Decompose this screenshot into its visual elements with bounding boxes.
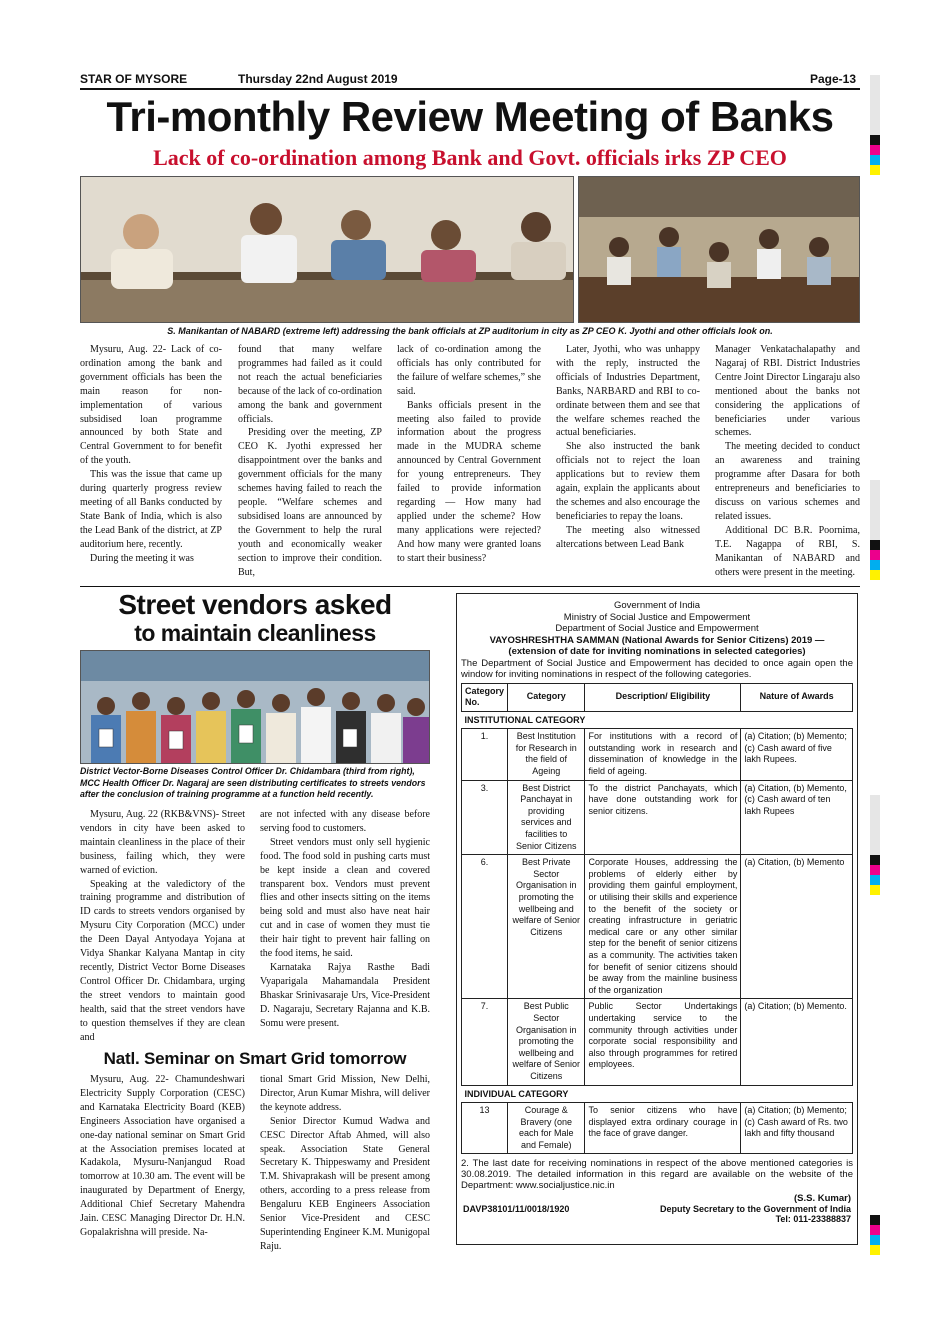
meeting-illustration bbox=[81, 177, 574, 323]
ad-davp-code: DAVP38101/11/0018/1920 bbox=[463, 1204, 570, 1215]
ad-cell-no: 1. bbox=[462, 729, 508, 780]
story1-column-5: Manager Venkatachalapathy and Nagaraj of RBI. District Industries Centre Joint Director Lingaraju also mentioned about the banks not considering the applications of beneficiaries under various schemes. The meeting decided to conduct an awareness and training programme after Dasara for both entrepreneurs and beneficiaries to discuss on various schemes and related issues. Additional DC B.R. Poornima, T.E. Nagappa of RBI, S. Manikantan of NABARD and others were present in the meeting. bbox=[715, 344, 860, 578]
story2-headline-line2: to maintain cleanliness bbox=[134, 620, 376, 646]
ad-signer: (S.S. Kumar) bbox=[793, 1193, 851, 1205]
ad-institutional-label: INSTITUTIONAL CATEGORY bbox=[464, 714, 586, 725]
meeting-photo-left bbox=[80, 176, 574, 323]
ad-cell-category: Best Public Sector Organisation in promoting the wellbeing and welfare of Senior Citizens bbox=[508, 999, 585, 1085]
section-rule bbox=[80, 586, 860, 587]
ad-cell-no: 7. bbox=[462, 999, 508, 1085]
ad-cell-description: To the district Panchayats, which have done outstanding work for senior citizens. bbox=[585, 780, 741, 855]
ad-cell-category: Best Private Sector Organisation in promoting the wellbeing and welfare of Senior Citizens bbox=[508, 855, 585, 999]
story3-column-2: tional Smart Grid Mission, New Delhi, Director, Arun Kumar Mishra, will deliver the keynote address. Senior Director Kumud Wadwa and CESC Director Aftab Ahmed, will also speak. Association State General Secretary K. Thippeswamy and President T.M. Shivaprakash will be present among others, according to a press release from Bengaluru KEB Engineers Association Senior Vice-President and CESC Superintending Engineer K.M. Munigopal Raju. bbox=[260, 1074, 430, 1252]
ad-cell-description: Corporate Houses, addressing the problems of elderly either by providing them gainful employment, or utilising their skills and experience to the benefit of the society or creating infrastructure in geriatric medical care or any other similar step for the benefit of senior citizens as a community. The activities taken for benefit of senior citizens should be away from the mainline business of the organization bbox=[585, 855, 741, 999]
ad-cell-no: 3. bbox=[462, 780, 508, 855]
story1-subhead: Lack of co-ordination among Bank and Govt. officials irks ZP CEO bbox=[153, 145, 787, 170]
table-row bbox=[462, 999, 853, 1085]
page-number: Page-13 bbox=[810, 72, 857, 86]
ad-award-table bbox=[461, 683, 853, 1155]
ad-table-header bbox=[462, 683, 853, 711]
issue-date: Thursday 22nd August 2019 bbox=[238, 72, 398, 86]
ad-signer-title: Deputy Secretary to the Government of India bbox=[659, 1204, 851, 1215]
story3-column-1: Mysuru, Aug. 22- Chamundeshwari Electricity Supply Corporation (CESC) and Karnataka Electricity Board (KEB) Engineers Association have organised a one-day national seminar on Smart Grid at the Association premises located at Kadakola, Mysuru-Nanjangud Road tomorrow at 10.30 am. The event will be inaugurated by Department of Energy, Additional Chief Secretary Mahendra Jain. CESC Managing Director Dr. H.N. Gopalakrishna will preside. Na- bbox=[80, 1074, 245, 1238]
ad-cell-no: 6. bbox=[462, 855, 508, 999]
ad-header-category: Category bbox=[508, 683, 585, 711]
ad-individual-label: INDIVIDUAL CATEGORY bbox=[464, 1088, 569, 1099]
ad-cell-description: For institutions with a record of outstanding work in research and dissemination of knowledge in the field of ageing. bbox=[585, 729, 741, 780]
ad-header-description: Description/ Eligibility bbox=[585, 683, 741, 711]
vendors-illustration bbox=[81, 651, 430, 764]
story2-headline-line1: Street vendors asked bbox=[118, 589, 392, 620]
story2-caption: District Vector-Borne Diseases Control Officer Dr. Chidambara (third from right), MCC Health Officer Dr. Nagaraj are seen distributing certificates to streets vendors after the conclusion of training programme at a function held recently. bbox=[80, 766, 426, 799]
ad-government: Government of India bbox=[613, 600, 701, 611]
story2-column-1: Mysuru, Aug. 22 (RKB&VNS)- Street vendors in city have been asked to maintain cleanliness in the place of their business, failing which, they were warned of eviction. Speaking at the valedictory of the training programme and distribution of ID cards to streets vendors organised by Mysuru City Corporation (MCC) under the Deen Dayal Antyodaya Yojana at Vidya Shankar Kalyana Mantap in city recently, District Vector Borne Diseases Control Officer Dr. Chidambara, urging the street vendors to maintain good health, said that the street vendors have to question themselves if they are clean and bbox=[80, 809, 245, 1043]
story2-column-2: are not infected with any disease before serving food to customers. Street vendors must only sell hygienic food. The food sold in pushing carts must be kept inside a clean and covered transparent box. Vendors must prevent flies and other insects sitting on the items being sold and must also have neat hair cut and in case of women they must tie their hair tight to prevent hair falling on the food items, he said. Karnataka Rajya Rasthe Badi Vyaparigala Mahamandala President Bhaskar Srinivasaraje Urs, Vice-President D. Nagaraju, Secretary Rajanna and K.B. Somu were present. bbox=[260, 809, 430, 1029]
table-row bbox=[462, 1103, 853, 1154]
government-advertisement bbox=[456, 593, 858, 1245]
ad-header-award: Nature of Awards bbox=[741, 683, 853, 711]
ad-cell-no: 13 bbox=[462, 1103, 508, 1154]
ad-cell-category: Best District Panchayat in providing services and facilities to Senior Citizens bbox=[508, 780, 585, 855]
table-row bbox=[462, 780, 853, 855]
ad-cell-award: (a) Citation, (b) Memento, (c) Cash award of ten lakh Rupees bbox=[741, 780, 853, 855]
meeting-photo-right bbox=[578, 176, 860, 323]
ad-cell-award: (a) Citation; (b) Memento; (c) Cash award of Rs. two lakh and fifty thousand bbox=[741, 1103, 853, 1154]
ad-title: VAYOSHRESHTHA SAMMAN (National Awards for Senior Citizens) 2019 — bbox=[489, 634, 825, 646]
street-vendors-photo bbox=[80, 650, 430, 764]
story1-column-3: lack of co-ordination among the officials has only contributed for the failure of welfare schemes,” she said. Banks officials present in the meeting also failed to provide information about the progress made in the MUDRA scheme announced by Central Government for young entrepreneurs. They failed to provide information regarding — How many had applied under the scheme? How many applications were rejected? And how many were granted loans to start their business? bbox=[397, 344, 541, 564]
story1-column-2: found that many welfare programmes had failed as it could not reach the actual beneficiaries because of the lack of co-ordination among the bank and government officials. Presiding over the meeting, ZP CEO K. Jyothi expressed her disappointment over the banks and government officials for the many schemes having failed to reach the people. “Welfare schemes and subsidised loans are announced by the Government to help the rural youth and economically weaker section to improve their condition. But, bbox=[238, 344, 382, 578]
registration-strip-lower bbox=[870, 795, 880, 895]
ad-header-no: Category No. bbox=[462, 683, 508, 711]
story1-column-4: Later, Jyothi, who was unhappy with the reply, instructed the officials of Industries Department, Banks, NARBARD and RBI to co-ordinate between them and see that the welfare schemes reached the actual beneficiaries. She also instructed the bank officials not to reject the loan applications but to review them again, explain the applicants about the schemes and also encourage the beneficiaries to repay the loans. The meeting also witnessed altercations between Lead Bank bbox=[556, 344, 700, 550]
audience-illustration bbox=[579, 177, 860, 323]
ad-telephone: Tel: 011-23388837 bbox=[775, 1214, 851, 1225]
ad-cell-award: (a) Citation; (b) Memento; (c) Cash award of five lakh Rupees. bbox=[741, 729, 853, 780]
story1-headline: Tri-monthly Review Meeting of Banks bbox=[106, 93, 834, 140]
registration-strip-mid bbox=[870, 480, 880, 580]
ad-cell-category: Courage & Bravery (one each for Male and Female) bbox=[508, 1103, 585, 1154]
registration-strip-top bbox=[870, 75, 880, 175]
ad-cell-category: Best Institution for Research in the field of Ageing bbox=[508, 729, 585, 780]
ad-department: Department of Social Justice and Empowerment bbox=[555, 623, 759, 634]
ad-subtitle: (extension of date for inviting nominations in selected categories) bbox=[508, 646, 806, 657]
story3-headline: Natl. Seminar on Smart Grid tomorrow bbox=[103, 1049, 407, 1068]
table-row bbox=[462, 729, 853, 780]
story1-column-1: Mysuru, Aug. 22- Lack of co-ordination among the bank and government officials has been the main reason for non-implementation of various subsidised loan programme announced by both State and Central Government to for benefit of the youth. This was the issue that came up during quarterly progress review meeting of all Banks conducted by State Bank of India, which is also the Lead Bank of the district, at ZP auditorium here, recently. During the meeting it was bbox=[80, 344, 222, 564]
ad-cell-award: (a) Citation; (b) Memento. bbox=[741, 999, 853, 1085]
ad-note: 2. The last date for receiving nominations in respect of the above mentioned categories is 30.08.2019. The detailed information in this regard are available on the website of the Department: www.socialjustice.nic.in bbox=[461, 1158, 853, 1192]
ad-cell-description: Public Sector Undertakings undertaking service to the community through activities under corporate social responsibility and also through programmes for retired employees. bbox=[585, 999, 741, 1085]
table-row bbox=[462, 855, 853, 999]
paper-name: STAR OF MYSORE bbox=[80, 72, 188, 86]
ad-ministry: Ministry of Social Justice and Empowerment bbox=[563, 611, 751, 623]
ad-intro: The Department of Social Justice and Empowerment has decided to once again open the window for inviting nominations in respect of the following categories. bbox=[461, 657, 853, 680]
masthead-rule bbox=[80, 88, 860, 90]
registration-strip-bottom bbox=[870, 1215, 880, 1255]
ad-cell-description: To senior citizens who have displayed extra ordinary courage in the face of grave danger. bbox=[585, 1103, 741, 1154]
story1-caption: S. Manikantan of NABARD (extreme left) addressing the bank officials at ZP auditorium in city as ZP CEO K. Jyothi and other officials look on. bbox=[167, 326, 773, 336]
ad-cell-award: (a) Citation, (b) Memento bbox=[741, 855, 853, 999]
